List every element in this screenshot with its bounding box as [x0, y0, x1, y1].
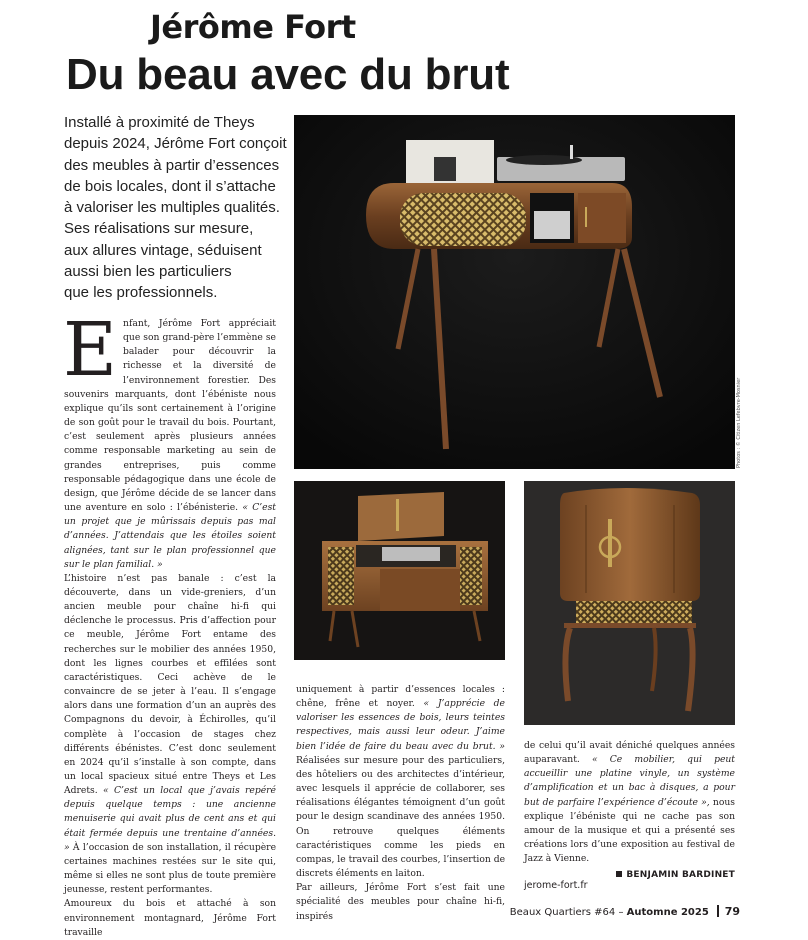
website-link[interactable]: jerome-fort.fr: [524, 880, 588, 891]
article-headline: Du beau avec du brut: [66, 50, 510, 99]
square-bullet-icon: [616, 871, 622, 877]
paragraph-text: Par ailleurs, Jérôme Fort s’est fait une spécialité des meubles pour chaîne hi-fi, inspirés: [296, 882, 505, 922]
quote: « C’est un projet que je mûrissais depuis pas mal d’années. J’attendais que les étoiles soient alignées, tant sur le plan professionnel que sur le plan familial. »: [64, 502, 276, 570]
photo-hifi-cabinet: [294, 115, 735, 469]
author-name: BENJAMIN BARDINET: [626, 870, 735, 881]
footer-divider: [717, 905, 719, 917]
paragraph: [296, 881, 505, 923]
photo-bar-cabinet: [524, 481, 735, 725]
paragraph-text: Réalisées sur mesure pour des particuliers, des hôteliers ou des architectes d’intérieur, avec lesquels il apprécie de collaborer, ses réalisations élégantes témoignent d’un goût pour le design scandinave des années 1950. On retrouve quelques éléments caractéristiques comme les pieds en compas, le travail des courbes, l’insertion de discrets éléments en laiton.: [296, 754, 506, 880]
paragraph: [63, 307, 276, 572]
intro-line: que les professionnels.: [64, 284, 218, 302]
paragraph-text: L’histoire n’est pas banale : c’est la découverte, dans un vide-greniers, d’un ancien meuble pour chaîne hi-fi qui déclenche le processus. Pris d’affection pour ce meuble, Jérôme Fort entame des recherches sur le mobilier des années 1950, dont les lignes courbes et effilées sont caractéristiques. Ceci achève de le convaincre de se jeter à l’eau. Il s’engage alors dans une formation d’un an auprès des Compagnons du devoir, à Échirolles, qu’il complète à l’occasion de stages chez différents ébénistes. C’est donc seulement en 2024 qu’il s’installe à son compte, dans un local spacieux situé entre Theys et Les Adrets.: [64, 572, 276, 797]
paragraph: [64, 572, 276, 898]
article-kicker: Jérôme Fort: [150, 8, 356, 46]
intro-line: aux allures vintage, séduisent: [64, 241, 262, 259]
paragraph: [524, 739, 735, 866]
paragraph-text: de celui qu’il avait déniché quelques années auparavant.: [524, 740, 735, 766]
photo-credit: Photos : © Citizen Lefebvre-Mosnier: [736, 377, 742, 468]
article-intro: [64, 112, 286, 304]
paragraph-text: nfant, Jérôme Fort appréciait que son grand-père l’emmène se balader pour découvrir la richesse et la diversité de l’environnement forestier. Des souvenirs marquants, dont l’ébéniste nous explique qu’ils sont certainement à l’origine de son goût pour le travail du bois. Pourtant, c’est seulement après plusieurs années comme responsable marketing au sein de grandes entreprises, puis comme responsable pédagogique dans une école de design, que Jérôme décide de se lancer dans une aventure en solo : l’ébénisterie.: [64, 318, 276, 514]
intro-line: de bois locales, dont il s’attache: [64, 177, 276, 195]
photo-open-cabinet: [294, 481, 505, 660]
article-column-2: [296, 683, 505, 924]
paragraph-text: uniquement à partir d’essences locales : chêne, frêne et noyer.: [296, 684, 505, 710]
page-number: 79: [724, 905, 740, 918]
paragraph: [296, 683, 505, 881]
article-column-1: [63, 307, 277, 940]
quote: « J’apprécie de valoriser les essences de bois, leurs teintes respectives, mais aussi leur odeur. J’aime bien l’idée de faire du beau avec du brut. »: [296, 698, 505, 752]
page-footer: [510, 905, 740, 918]
intro-line: Installé à proximité de Theys: [64, 114, 255, 131]
intro-line: depuis 2024, Jérôme Fort conçoit: [64, 135, 287, 153]
issue-season: Automne 2025: [626, 907, 709, 918]
article-column-3: [524, 739, 735, 883]
dropcap: E: [63, 307, 118, 393]
quote: « Ce mobilier, qui peut accueillir une platine vinyle, un système d’amplification et un bac à disques, a pour but de parfaire l’expérience d’écoute »,: [524, 754, 735, 808]
intro-line: à valoriser les multiples qualités.: [64, 199, 280, 217]
paragraph-text: Amoureux du bois et attaché à son environnement montagnard, Jérôme Fort travaille: [64, 898, 276, 938]
intro-line: des meubles à partir d’essences: [64, 156, 280, 174]
magazine-name: Beaux Quartiers #64 –: [509, 907, 624, 918]
paragraph: [64, 897, 276, 939]
paragraph-text: nous explique l’ébéniste qui ne cache pas son amour de la musique et qui a présenté ses créations lors d’une exposition au festival de Jazz à Vienne.: [524, 796, 736, 865]
paragraph-text: À l’occasion de son installation, il récupère certaines machines restées sur le site qui, même si elles ne sont plus de toute première jeunesse, restent performantes.: [64, 841, 277, 896]
quote: « C’est un local que j’avais repéré depuis quelque temps : une ancienne menuiserie qui avait plus de cent ans et qui était fermée depuis une trentaine d’années. »: [64, 785, 276, 853]
intro-line: Ses réalisations sur mesure,: [64, 220, 254, 238]
intro-line: aussi bien les particuliers: [64, 263, 232, 281]
